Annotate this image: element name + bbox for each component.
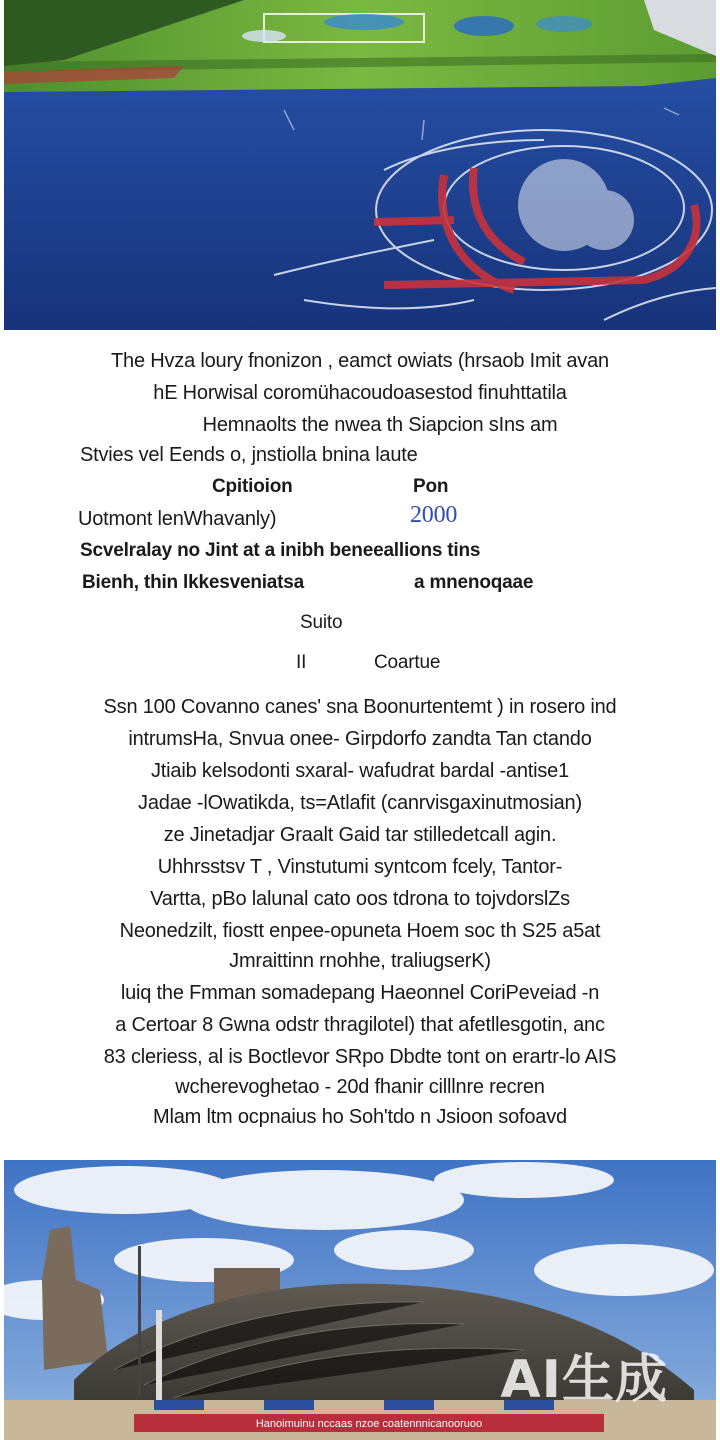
bottom-stadium-image	[4, 1160, 716, 1440]
banner-text: Hanoimuinu nccaas nzoe coatennnicanooruoo	[255, 1418, 483, 1430]
text-line-scvelralay: Scvelralay no Jint at a inibh beneeallions tins	[80, 540, 481, 561]
heading-cpitioion: Cpitioion	[212, 476, 293, 497]
body-line-1: Ssn 100 Covanno canes' sna Boonurtentemt ) in rosero ind	[103, 696, 617, 718]
text-line-bienh: Bienh, thin lkkesveniatsa	[82, 572, 305, 593]
stadium-aerial-icon	[4, 0, 716, 330]
top-stadium-image	[4, 0, 716, 330]
section-label-ii: II	[296, 652, 307, 673]
section-label-suito: Suito	[300, 612, 343, 633]
ai-generated-watermark: AI生成	[500, 1350, 668, 1410]
body-line-12: 83 cleriess, al is Boctlevor SRpo Dbdte tont on erartr-lo AIS	[103, 1046, 617, 1068]
body-line-7: Vartta, pBo lalunal cato oos tdrona to tojvdorslZs	[150, 888, 570, 910]
article-text	[0, 330, 720, 1160]
section-label-coartue: Coartue	[374, 652, 441, 673]
text-line-4: Stvies vel Eends o, jnstiolla bnina laute	[80, 444, 418, 466]
body-line-6: Uhhrsstsv T , Vinstutumi syntcom fcely, Tantor-	[157, 856, 563, 878]
body-line-5: ze Jinetadjar Graalt Gaid tar stilledetcall agin.	[163, 824, 557, 846]
body-line-14: Mlam ltm ocpnaius ho Soh'tdo n Jsioon sofoavd	[153, 1106, 567, 1128]
body-line-13: wcherevoghetao - 20d fhanir cilllnre recren	[175, 1076, 545, 1098]
body-line-4: Jadae -lOwatikda, ts=Atlafit (canrvisgaxinutmosian)	[138, 792, 582, 814]
body-line-9: Jmraittinn rnohhe, traliugserK)	[229, 950, 491, 972]
body-line-8: Neonedzilt, fiostt enpee-opuneta Hoem soc th S25 a5at	[119, 920, 601, 942]
text-line-1: The Hvza loury fnonizon , eamct owiats (hrsaob Imit avan	[111, 350, 609, 372]
text-line-amnenoqaae: a mnenoqaae	[414, 572, 534, 593]
year-value: 2000	[410, 502, 458, 528]
body-line-3: Jtiaib kelsodonti sxaral- wafudrat bardal -antise1	[151, 760, 569, 782]
body-line-11: a Certoar 8 Gwna odstr thragilotel) that afetllesgotin, anc	[115, 1014, 605, 1036]
body-line-2: intrumsHa, Snvua onee- Girpdorfo zandta Tan ctando	[128, 728, 592, 750]
text-line-2: hE Horwisal coromühacoudoasestod finuhttatila	[153, 382, 567, 404]
text-line-3: Hemnaolts the nwea th Siapcion sIns am	[202, 414, 558, 436]
heading-pon: Pon	[413, 476, 449, 497]
body-line-10: luiq the Fmman somadepang Haeonnel CoriPeveiad -n	[120, 982, 600, 1004]
text-line-uotmont: Uotmont lenWhavanly)	[78, 508, 277, 530]
